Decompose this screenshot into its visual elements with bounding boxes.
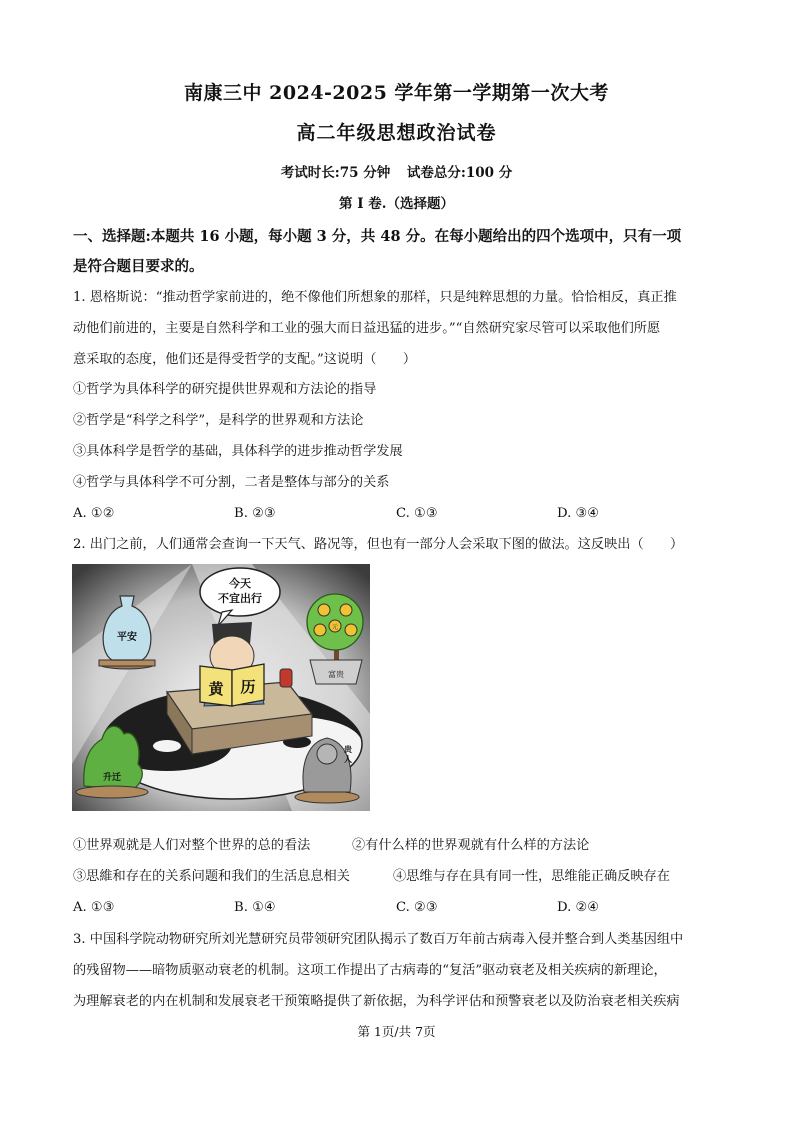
statue-char-2: 人 xyxy=(344,754,352,764)
instructions-line1: 一、选择题:本题共 16 小题，每小题 3 分，共 48 分。在每小题给出的四个选项中，只有一项 xyxy=(73,228,682,245)
q1-statement-2: ②哲学是“科学之科学”，是科学的世界观和方法论 xyxy=(73,413,364,428)
question-3-line2: 的残留物——暗物质驱动衰老的机制。这项工作提出了古病毒的“复活”驱动衰老及相关疾病的新理论， xyxy=(73,963,667,978)
statue-char-1: 贵 xyxy=(344,744,352,754)
question-2-stem: 2. 出门之前，人们通常会查询一下天气、路况等，但也有一部分人会采取下图的做法。这反映出（ ） xyxy=(73,537,684,552)
question-1 xyxy=(73,282,725,375)
section-heading: 第 I 卷.（选择题） xyxy=(339,196,454,212)
book-char-2: 历 xyxy=(240,678,256,696)
q1-statement-4: ④哲学与具体科学不可分割，二者是整体与部分的关系 xyxy=(73,475,390,490)
question-1-line2: 动他们前进的，主要是自然科学和工业的强大而日益迅猛的进步。”“自然研究家尽管可以采取他们所愿 xyxy=(73,321,661,336)
question-3-line1: 3. 中国科学院动物研究所刘光慧研究员带领研究团队揭示了数百万年前古病毒入侵并整合到人类基因组中 xyxy=(73,932,684,947)
question-3-line3: 为理解衰老的内在机制和发展衰老干预策略提供了新依据，为科学评估和预警衰老以及防治衰老相关疾病 xyxy=(73,994,680,1009)
q2-statement-1: ①世界观就是人们对整个世界的总的看法 xyxy=(73,838,311,853)
mountain-label: 升迁 xyxy=(102,773,122,783)
page-footer: 第 1页/共 7页 xyxy=(357,1024,436,1039)
q2-statement-2: ②有什么样的世界观就有什么样的方法论 xyxy=(352,838,590,853)
exam-title: 南康三中 2024-2025 学年第一学期第一次大考 xyxy=(184,82,609,104)
q2-statement-3: ③思維和存在的关系问题和我们的生活息息相关 xyxy=(73,869,350,884)
stamp xyxy=(280,669,292,687)
q2-choice-a: A. ①③ xyxy=(73,900,115,915)
exam-total-score: 试卷总分:100 分 xyxy=(406,165,513,181)
book-char-1: 黄 xyxy=(208,680,224,698)
question-1-line3: 意采取的态度，他们还是得受哲学的支配。”这说明（ ） xyxy=(73,352,417,367)
q2-statement-4: ④思维与存在具有同一性，思维能正确反映存在 xyxy=(393,869,670,884)
vase-label: 平安 xyxy=(117,632,137,643)
q2-choice-b: B. ①④ xyxy=(234,900,276,915)
q2-choice-c: C. ②③ xyxy=(396,900,438,915)
bubble-line-2: 不宜出行 xyxy=(218,592,262,605)
q1-statement-1: ①哲学为具体科学的研究提供世界观和方法论的指导 xyxy=(73,382,377,397)
q1-choice-b: B. ②③ xyxy=(234,506,276,521)
q1-choice-d: D. ③④ xyxy=(557,506,600,521)
coin-label: 元 xyxy=(331,624,339,631)
exam-meta xyxy=(0,161,793,181)
q1-choice-c: C. ①③ xyxy=(396,506,438,521)
question-1-line1: 1. 恩格斯说：“推动哲学家前进的，绝不像他们所想象的那样，只是纯粹思想的力量。恰恰相反，真正推 xyxy=(73,290,677,305)
exam-duration: 考试时长:75 分钟 xyxy=(280,165,391,181)
almanac-book xyxy=(200,664,264,706)
question-3 xyxy=(73,924,725,1017)
money-tree xyxy=(307,594,363,684)
instructions-line2: 是符合题目要求的。 xyxy=(73,258,204,275)
bubble-line-1: 今天 xyxy=(229,577,251,590)
q2-choice-d: D. ②④ xyxy=(557,900,600,915)
pot-label: 富贵 xyxy=(328,670,344,679)
almanac-cartoon xyxy=(72,564,370,811)
q1-choice-a: A. ①② xyxy=(73,506,115,521)
q1-statement-3: ③具体科学是哲学的基础，具体科学的进步推动哲学发展 xyxy=(73,444,403,459)
exam-subtitle: 高二年级思想政治试卷 xyxy=(296,122,497,144)
section-instructions xyxy=(73,222,723,282)
